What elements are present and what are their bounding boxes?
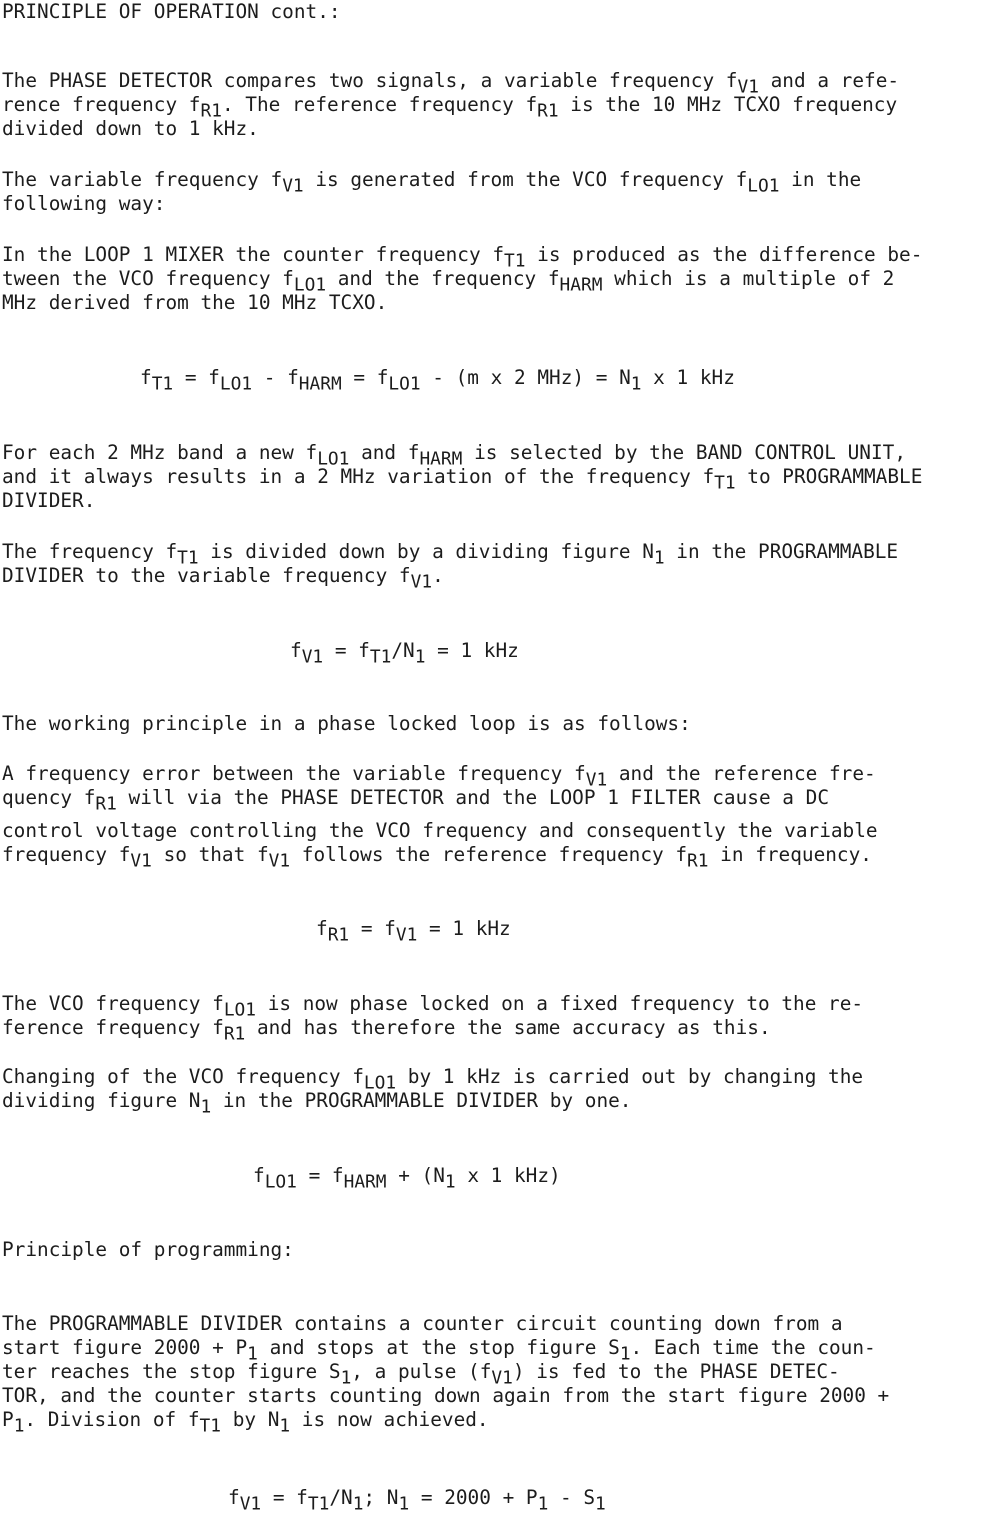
subscript: 1 <box>630 373 642 395</box>
subscript: V1 <box>130 850 152 872</box>
subscript: 1 <box>200 1096 212 1118</box>
subscript: V1 <box>585 769 608 791</box>
paragraph-phase-detector: The PHASE DETECTOR compares two signals, a variable frequency $f_{V1}$ and a refe- rence frequency $f_{R1}$. The reference frequency $f_{R1}$ is the 10 MHz TCXO frequency divided down to 1 kHz. <box>2 69 900 140</box>
subscript: 1 <box>352 1493 364 1515</box>
subscript: LO1 <box>363 1072 397 1094</box>
subscript: T1 <box>151 373 174 395</box>
subscript: 1 <box>537 1493 549 1515</box>
subscript: 1 <box>653 547 665 569</box>
paragraph-control-voltage: control voltage controlling the VCO frequency and consequently the variable frequency $f_{V1}$ so that $f_{V1}$ follows the reference frequency $f_{R1}$ in frequency. <box>2 819 878 872</box>
subscript: 1 <box>414 646 426 668</box>
subscript: V1 <box>410 571 433 593</box>
subscript: T1 <box>369 646 392 668</box>
subscript: LO1 <box>388 373 421 395</box>
paragraph-band-control: For each 2 MHz band a new $f_{LO1}$ and $f_{HARM}$ is selected by the BAND CONTROL UNIT, and it always results in a 2 MHz variation of the frequency $f_{T1}$ to PROGRAMMABLE DIVIDER. <box>2 441 923 512</box>
subscript: V1 <box>268 850 291 872</box>
subscript: V1 <box>491 1367 513 1389</box>
subscript: 1 <box>340 1367 352 1389</box>
equation-variable-frequency: $f_{V1} = f_{T1}/N_1 = 1$ kHz <box>290 639 519 668</box>
subscript: LO1 <box>223 999 257 1021</box>
equation-reference-frequency: $f_{R1} = f_{V1} = 1$ kHz <box>316 917 511 946</box>
paragraph-variable-frequency: The variable frequency $f_{V1}$ is generated from the VCO frequency $f_{LO1}$ in the following way: <box>2 168 862 215</box>
paragraph-programmable-divider: The frequency $f_{T1}$ is divided down by a dividing figure $N_1$ in the PROGRAMMABLE DIVIDER to the variable frequency $f_{V1}$. <box>2 540 899 593</box>
subscript: R1 <box>95 793 117 815</box>
subscript: HARM <box>343 1171 387 1193</box>
paragraph-programming: The PROGRAMMABLE DIVIDER contains a counter circuit counting down from a start figure $2000 + P_1$ and stops at the stop figure $S_1$. Each time the coun- ter reaches the stop figure $S_1$, a pulse $(f_{V1})$ is fed to the PHASE DETEC- TOR, and the counter starts counting down again from the start figure 2000 + $P_1$. Division of $f_{T1}$ by $N_1$ is now achieved. <box>2 1312 890 1437</box>
subscript: HARM <box>559 274 603 296</box>
subscript: 1 <box>13 1415 25 1437</box>
subscript: R1 <box>687 850 709 872</box>
subscript: V1 <box>282 175 304 197</box>
section-subheading: Principle of programming: <box>2 1238 294 1261</box>
subscript: R1 <box>200 100 222 122</box>
subscript: 1 <box>619 1343 631 1365</box>
subscript: T1 <box>199 1415 222 1437</box>
subscript: V1 <box>239 1493 262 1515</box>
subscript: V1 <box>395 924 418 946</box>
subscript: T1 <box>714 472 736 494</box>
subscript: 1 <box>444 1171 456 1193</box>
subscript: LO1 <box>293 274 327 296</box>
paragraph-working-principle: The working principle in a phase locked loop is as follows: <box>2 712 691 735</box>
subscript: T1 <box>504 250 526 272</box>
subscript: LO1 <box>747 175 780 197</box>
paragraph-changing-frequency: Changing of the VCO frequency $f_{LO1}$ by 1 kHz is carried out by changing the dividing figure $N_1$ in the PROGRAMMABLE DIVIDER by one. <box>2 1065 864 1118</box>
subscript: R1 <box>327 924 350 946</box>
subscript: LO1 <box>317 448 350 470</box>
subscript: LO1 <box>219 373 253 395</box>
paragraph-phase-locked: The VCO frequency $f_{LO1}$ is now phase locked on a fixed frequency to the re- ference frequency $f_{R1}$ and has therefore the same accuracy as this. <box>2 992 864 1045</box>
paragraph-loop-mixer: In the LOOP 1 MIXER the counter frequency $f_{T1}$ is produced as the difference be- tween the VCO frequency $f_{LO1}$ and the frequency $f_{HARM}$ which is a multiple of 2 MHz derived from the 10 MHz TCXO. <box>2 243 923 314</box>
subscript: 1 <box>279 1415 291 1437</box>
subscript: T1 <box>177 547 199 569</box>
subscript: LO1 <box>264 1171 297 1193</box>
subscript: T1 <box>307 1493 330 1515</box>
equation-counter-frequency: $f_{T1} = f_{LO1} - f_{HARM} = f_{LO1} - (m$ x 2 $MHz) = N_1$ x 1 kHz <box>140 366 735 395</box>
equation-vco-frequency: $f_{LO1} = f_{HARM} + (N_1$ x 1 kHz) <box>253 1164 561 1193</box>
subscript: 1 <box>595 1493 606 1515</box>
subscript: HARM <box>419 448 463 470</box>
equation-division: $f_{V1} = f_{T1}/N_1$; $N_1 = 2000 + P_1 - S_1$ <box>228 1486 606 1515</box>
subscript: HARM <box>298 373 342 395</box>
page-heading: PRINCIPLE OF OPERATION cont.: <box>2 0 341 23</box>
subscript: V1 <box>737 76 759 98</box>
subscript: 1 <box>247 1343 258 1365</box>
subscript: 1 <box>398 1493 410 1515</box>
subscript: R1 <box>223 1023 246 1045</box>
subscript: V1 <box>301 646 324 668</box>
subscript: R1 <box>537 100 559 122</box>
paragraph-frequency-error: A frequency error between the variable frequency $f_{V1}$ and the reference fre- quency $f_{R1}$ will via the PHASE DETECTOR and the LOOP 1 FILTER cause a DC <box>2 762 876 815</box>
